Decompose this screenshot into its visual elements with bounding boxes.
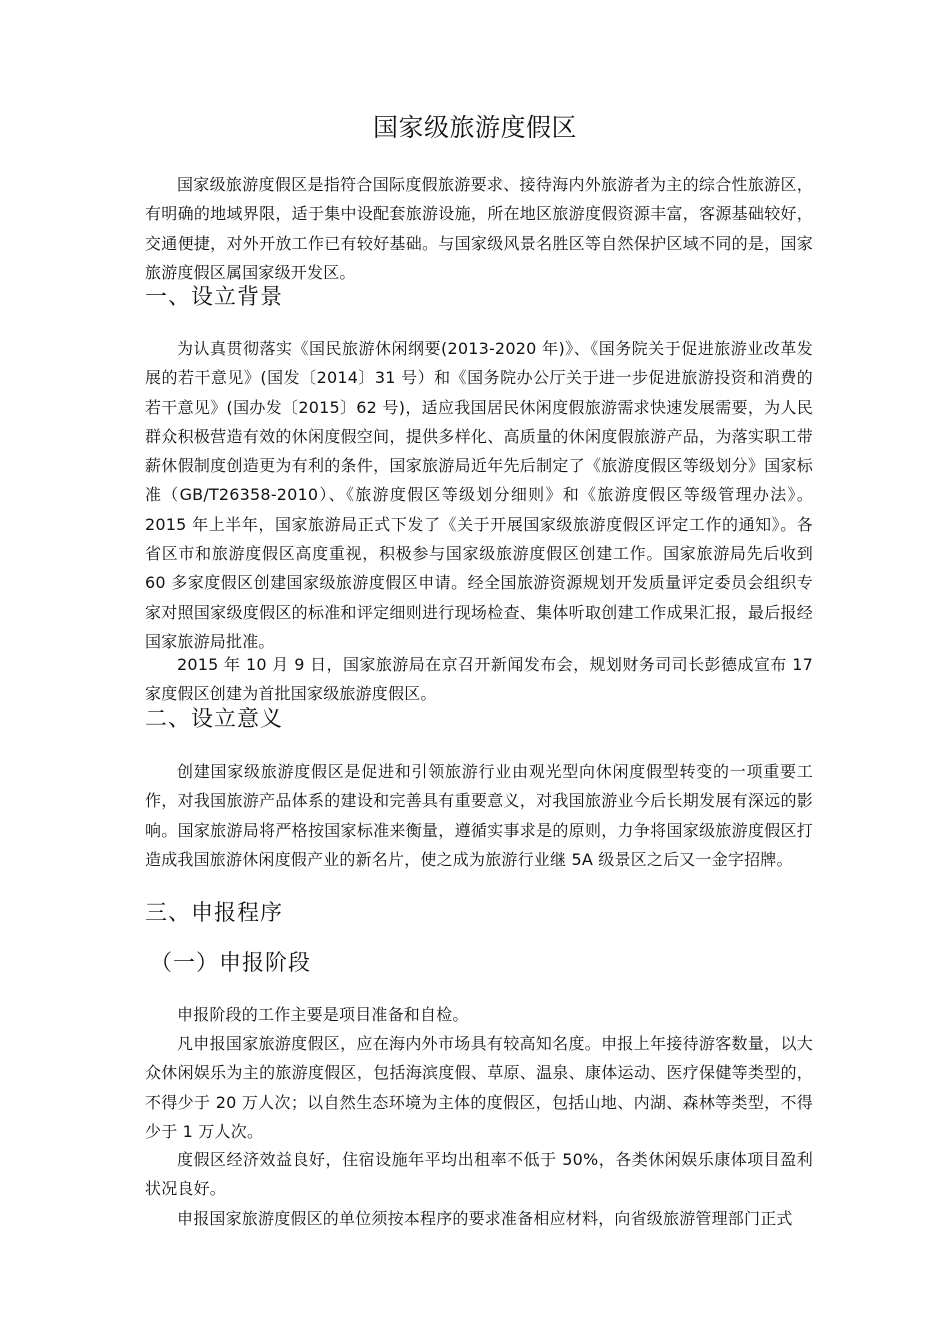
application-paragraph-3: 度假区经济效益良好，住宿设施年平均出租率不低于 50%，各类休闲娱乐康体项目盈利状况良好。 [145,1150,813,1199]
document-title: 国家级旅游度假区 [372,113,577,142]
section-heading-background: 一、设立背景 [145,285,284,310]
application-paragraph-2: 凡申报国家旅游度假区，应在海内外市场具有较高知名度。申报上年接待游客数量，以大众休闲娱乐为主的旅游度假区，包括海滨度假、草原、温泉、康体运动、医疗保健等类型的，不得少于 20 万人次；以自然生态环境为主体的度假区，包括山地、内湖、森林等类型，不得少于 1 万人次。 [145,1034,813,1141]
subsection-heading-application: （一）申报阶段 [150,951,312,976]
application-paragraph-4: 申报国家旅游度假区的单位须按本程序的要求准备相应材料，向省级旅游管理部门正式 [177,1209,793,1228]
section-heading-significance: 二、设立意义 [145,707,284,732]
significance-paragraph-1: 创建国家级旅游度假区是促进和引领旅游行业由观光型向休闲度假型转变的一项重要工作，对我国旅游产品体系的建设和完善具有重要意义，对我国旅游业今后长期发展有深远的影响。国家旅游局将严格按国家标准来衡量，遵循实事求是的原则，力争将国家级旅游度假区打造成我国旅游休闲度假产业的新名片，使之成为旅游行业继 5A 级景区之后又一金字招牌。 [145,762,813,869]
application-paragraph-1: 申报阶段的工作主要是项目准备和自检。 [177,1005,469,1024]
background-paragraph-1: 为认真贯彻落实《国民旅游休闲纲要(2013-2020 年)》、《国务院关于促进旅游业改革发展的若干意见》(国发〔2014〕31 号）和《国务院办公厅关于进一步促进旅游投资和消费的若干意见》(国办发〔2015〕62 号)，适应我国居民休闲度假旅游需求快速发展需要，为人民群众积极营造有效的休闲度假空间，提供多样化、高质量的休闲度假旅游产品，为落实职工带薪休假制度创造更为有利的条件，国家旅游局近年先后制定了《旅游度假区等级划分》国家标准（GB/T26358-2010）、《旅游度假区等级划分细则》和《旅游度假区等级管理办法》。2015 年上半年，国家旅游局正式下发了《关于开展国家级旅游度假区评定工作的通知》。各省区市和旅游度假区高度重视，积极参与国家级旅游度假区创建工作。国家旅游局先后收到 60 多家度假区创建国家级旅游度假区申请。经全国旅游资源规划开发质量评定委员会组织专家对照国家级度假区的标准和评定细则进行现场检查、集体听取创建工作成果汇报，最后报经国家旅游局批准。 [145,339,813,651]
section-heading-procedure: 三、申报程序 [145,901,284,926]
intro-paragraph: 国家级旅游度假区是指符合国际度假旅游要求、接待海内外旅游者为主的综合性旅游区，有明确的地域界限，适于集中设配套旅游设施，所在地区旅游度假资源丰富，客源基础较好，交通便捷，对外开放工作已有较好基础。与国家级风景名胜区等自然保护区域不同的是，国家旅游度假区属国家级开发区。 [145,175,813,282]
background-paragraph-2: 2015 年 10 月 9 日，国家旅游局在京召开新闻发布会，规划财务司司长彭德成宣布 17 家度假区创建为首批国家级旅游度假区。 [145,655,813,704]
